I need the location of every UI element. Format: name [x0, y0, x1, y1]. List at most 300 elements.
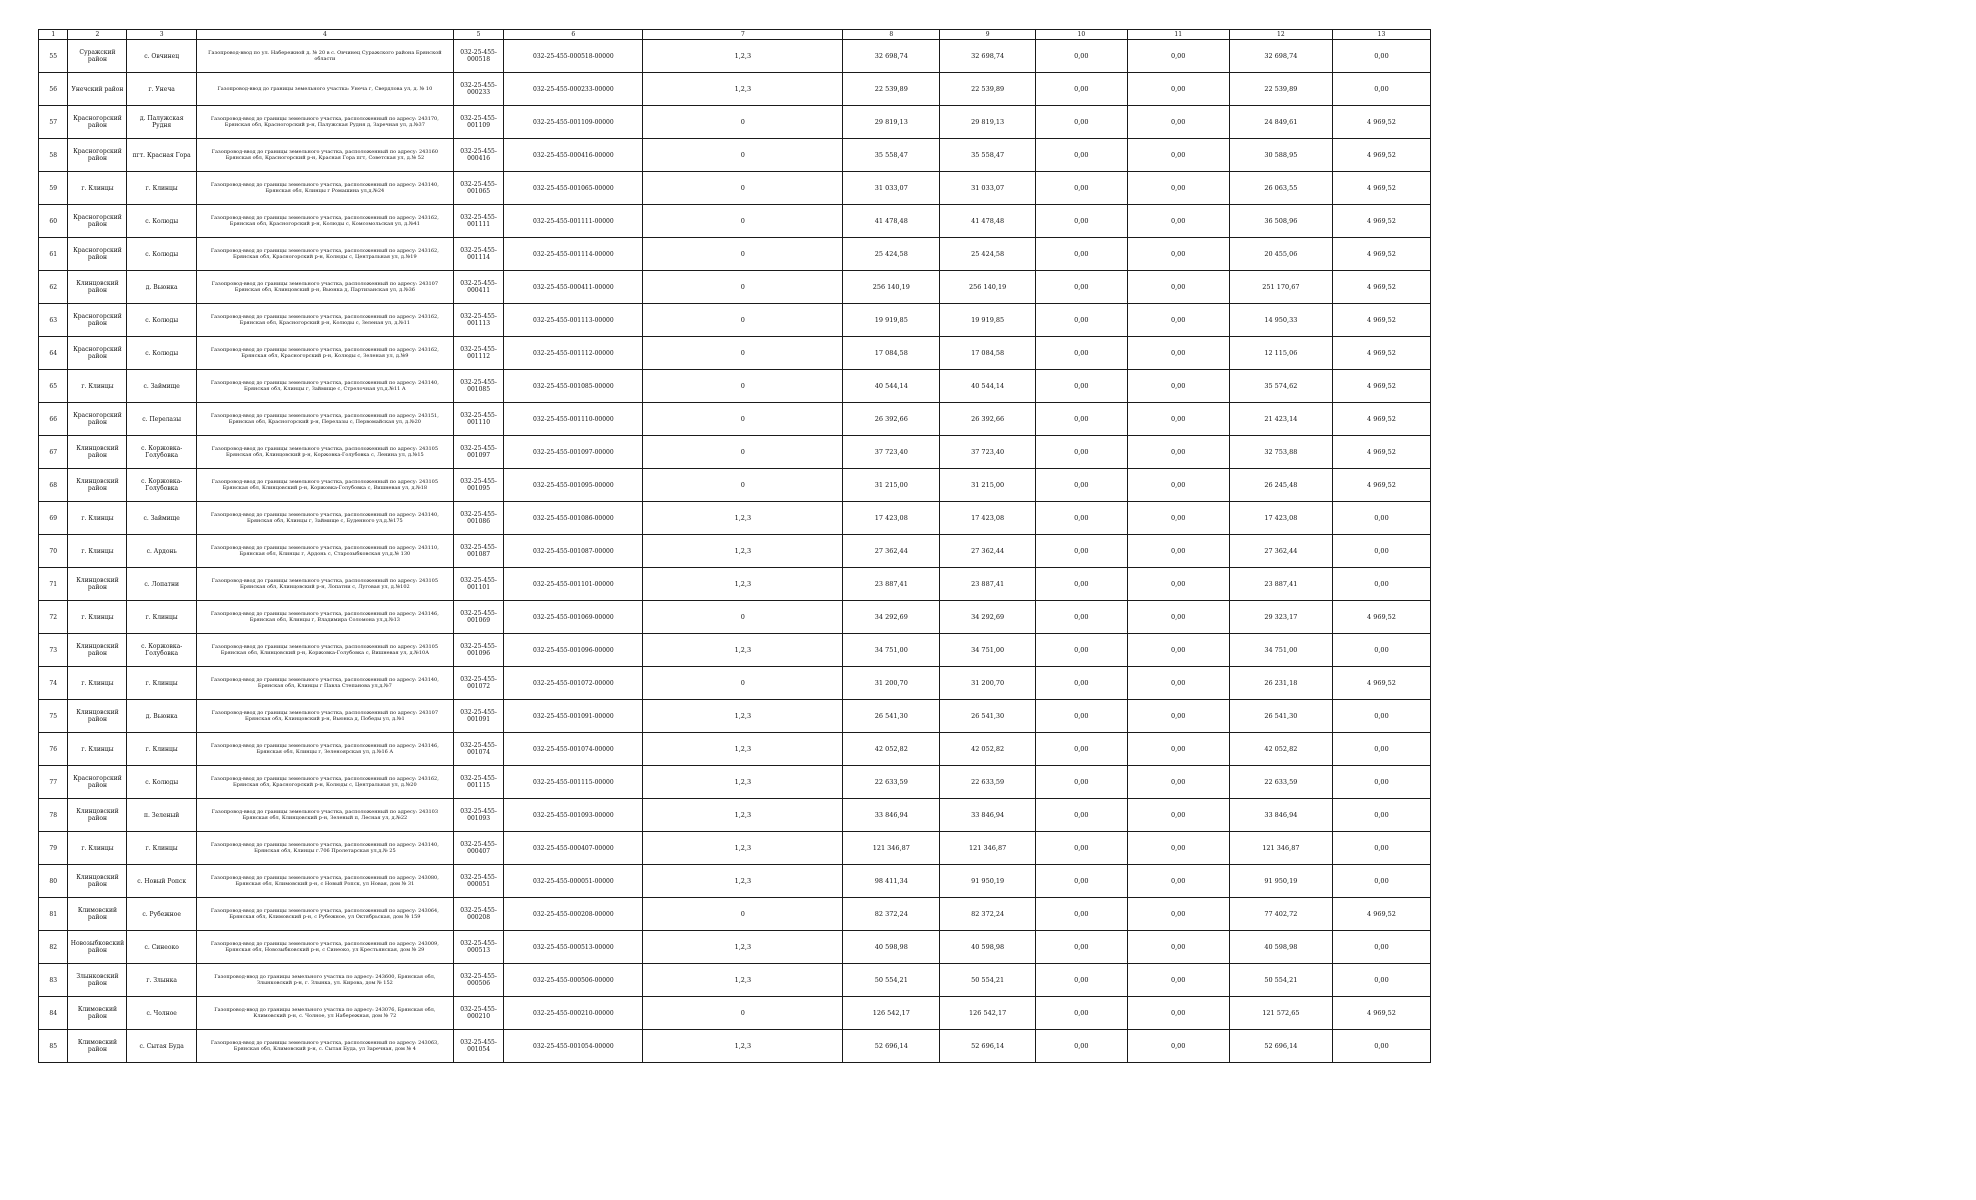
column-10-cell: 0,00 [1036, 106, 1128, 139]
inventory-number-cell: 032-25-455-000411-00000 [504, 271, 643, 304]
inventory-number-cell: 032-25-455-001085-00000 [504, 370, 643, 403]
column-13-cell: 4 969,52 [1332, 436, 1430, 469]
column-13-cell: 0,00 [1332, 832, 1430, 865]
column-11-cell: 0,00 [1127, 898, 1229, 931]
column-9-cell: 256 140,19 [940, 271, 1036, 304]
row-number: 71 [39, 568, 68, 601]
row-number: 72 [39, 601, 68, 634]
address-cell: Газопровод-ввод до границы земельного участка, расположенный по адресу: 243162, Брянская обл, Красногорский р-н, Колюды с, Комсомольская ул, д.№41 [196, 205, 453, 238]
inventory-number-cell: 032-25-455-001096-00000 [504, 634, 643, 667]
column-10-cell: 0,00 [1036, 535, 1128, 568]
column-10-cell: 0,00 [1036, 601, 1128, 634]
address-cell: Газопровод-ввод до границы земельного участка, расположенный по адресу: 243064, Брянская обл, Климовский р-н, с Рубежное, ул Октябрьская, дом № 159 [196, 898, 453, 931]
column-11-cell: 0,00 [1127, 700, 1229, 733]
column-header: 10 [1036, 30, 1128, 40]
column-12-cell: 20 455,06 [1229, 238, 1332, 271]
settlement-cell: д. Палужская Рудня [127, 106, 196, 139]
column-10-cell: 0,00 [1036, 964, 1128, 997]
column-header: 8 [843, 30, 940, 40]
column-12-cell: 22 633,59 [1229, 766, 1332, 799]
column-header: 11 [1127, 30, 1229, 40]
property-table [38, 29, 1431, 1063]
column-header: 13 [1332, 30, 1430, 40]
column-12-cell: 50 554,21 [1229, 964, 1332, 997]
address-cell: Газопровод-ввод до границы земельного участка, расположенный по адресу: 243105 Брянская обл, Клинцовский р-н, Коржовка-Голубовка с, Вишневая ул, д.№10А [196, 634, 453, 667]
row-number: 82 [39, 931, 68, 964]
cadastral-code-cell: 032-25-455-000208 [453, 898, 504, 931]
district-cell: г. Клинцы [68, 370, 127, 403]
column-10-cell: 0,00 [1036, 139, 1128, 172]
column-9-cell: 91 950,19 [940, 865, 1036, 898]
district-cell: Новозыбковский район [68, 931, 127, 964]
column-8-cell: 41 478,48 [843, 205, 940, 238]
column-11-cell: 0,00 [1127, 568, 1229, 601]
column-13-cell: 4 969,52 [1332, 997, 1430, 1030]
column-9-cell: 40 598,98 [940, 931, 1036, 964]
cadastral-code-cell: 032-25-455-001115 [453, 766, 504, 799]
column-13-cell: 4 969,52 [1332, 106, 1430, 139]
column-header: 7 [643, 30, 843, 40]
column-11-cell: 0,00 [1127, 964, 1229, 997]
column-13-cell: 0,00 [1332, 568, 1430, 601]
column-12-cell: 34 751,00 [1229, 634, 1332, 667]
inventory-number-cell: 032-25-455-001110-00000 [504, 403, 643, 436]
column-12-cell: 121 346,87 [1229, 832, 1332, 865]
column-7-cell: 0 [643, 172, 843, 205]
settlement-cell: д. Вьюнка [127, 271, 196, 304]
settlement-cell: г. Злынка [127, 964, 196, 997]
table-row [39, 634, 1431, 667]
table-row [39, 502, 1431, 535]
column-7-cell: 0 [643, 601, 843, 634]
column-10-cell: 0,00 [1036, 634, 1128, 667]
row-number: 70 [39, 535, 68, 568]
settlement-cell: пгт. Красная Гора [127, 139, 196, 172]
district-cell: Клинцовский район [68, 568, 127, 601]
settlement-cell: с. Лопатни [127, 568, 196, 601]
column-11-cell: 0,00 [1127, 865, 1229, 898]
document-table-container [38, 29, 1431, 1063]
column-8-cell: 31 215,00 [843, 469, 940, 502]
column-10-cell: 0,00 [1036, 1030, 1128, 1063]
settlement-cell: г. Клинцы [127, 601, 196, 634]
column-13-cell: 0,00 [1332, 40, 1430, 73]
address-cell: Газопровод-ввод до границы земельного участка, расположенный по адресу: 243160 Брянская обл, Красногорский р-н, Красная Гора пгт, Советская ул, д.№ 52 [196, 139, 453, 172]
table-row [39, 436, 1431, 469]
address-cell: Газопровод-ввод до границы земельного участка, расположенный по адресу: 243146, Брянская обл, Клинцы г, Владимира Соломона ул,д.№13 [196, 601, 453, 634]
column-8-cell: 98 411,34 [843, 865, 940, 898]
cadastral-code-cell: 032-25-455-001087 [453, 535, 504, 568]
table-row [39, 172, 1431, 205]
column-10-cell: 0,00 [1036, 40, 1128, 73]
settlement-cell: д. Вьюнка [127, 700, 196, 733]
settlement-cell: с. Овчинец [127, 40, 196, 73]
inventory-number-cell: 032-25-455-001114-00000 [504, 238, 643, 271]
table-row [39, 568, 1431, 601]
column-12-cell: 12 115,06 [1229, 337, 1332, 370]
inventory-number-cell: 032-25-455-001101-00000 [504, 568, 643, 601]
cadastral-code-cell: 032-25-455-000233 [453, 73, 504, 106]
column-8-cell: 40 598,98 [843, 931, 940, 964]
column-9-cell: 26 541,30 [940, 700, 1036, 733]
inventory-number-cell: 032-25-455-001115-00000 [504, 766, 643, 799]
column-9-cell: 82 372,24 [940, 898, 1036, 931]
column-12-cell: 21 423,14 [1229, 403, 1332, 436]
district-cell: г. Клинцы [68, 535, 127, 568]
address-cell: Газопровод-ввод до границы земельного участка, расположенный по адресу: 243105 Брянская обл, Клинцовский р-н, Коржовка-Голубовка с, Ленина ул, д.№15 [196, 436, 453, 469]
column-header: 9 [940, 30, 1036, 40]
column-12-cell: 26 231,18 [1229, 667, 1332, 700]
column-13-cell: 4 969,52 [1332, 139, 1430, 172]
inventory-number-cell: 032-25-455-001113-00000 [504, 304, 643, 337]
column-13-cell: 0,00 [1332, 799, 1430, 832]
address-cell: Газопровод-ввод до границы земельного участка, расположенный по адресу: 243105 Брянская обл, Клинцовский р-н, Лопатни с, Луговая ул, д.№102 [196, 568, 453, 601]
column-13-cell: 0,00 [1332, 931, 1430, 964]
address-cell: Газопровод-ввод по ул. Набережной д. № 20 в с. Овчинец Суражского района Брянской области [196, 40, 453, 73]
district-cell: Клинцовский район [68, 634, 127, 667]
inventory-number-cell: 032-25-455-001093-00000 [504, 799, 643, 832]
settlement-cell: г. Клинцы [127, 832, 196, 865]
row-number: 64 [39, 337, 68, 370]
column-8-cell: 121 346,87 [843, 832, 940, 865]
column-7-cell: 1,2,3 [643, 634, 843, 667]
column-10-cell: 0,00 [1036, 502, 1128, 535]
column-11-cell: 0,00 [1127, 733, 1229, 766]
column-12-cell: 24 849,61 [1229, 106, 1332, 139]
column-10-cell: 0,00 [1036, 238, 1128, 271]
table-row [39, 964, 1431, 997]
column-7-cell: 0 [643, 898, 843, 931]
column-9-cell: 26 392,66 [940, 403, 1036, 436]
district-cell: Климовский район [68, 997, 127, 1030]
column-10-cell: 0,00 [1036, 865, 1128, 898]
column-11-cell: 0,00 [1127, 601, 1229, 634]
row-number: 73 [39, 634, 68, 667]
row-number: 80 [39, 865, 68, 898]
row-number: 75 [39, 700, 68, 733]
table-row [39, 403, 1431, 436]
cadastral-code-cell: 032-25-455-000506 [453, 964, 504, 997]
address-cell: Газопровод-ввод до границы земельного участка, расположенный по адресу: 243162, Брянская обл, Красногорский р-н, Колюды с, Центральная ул, д.№20 [196, 766, 453, 799]
row-number: 77 [39, 766, 68, 799]
column-11-cell: 0,00 [1127, 172, 1229, 205]
column-11-cell: 0,00 [1127, 469, 1229, 502]
column-12-cell: 251 170,67 [1229, 271, 1332, 304]
column-9-cell: 29 819,13 [940, 106, 1036, 139]
cadastral-code-cell: 032-25-455-001065 [453, 172, 504, 205]
row-number: 81 [39, 898, 68, 931]
settlement-cell: с. Сытая Буда [127, 1030, 196, 1063]
column-header: 4 [196, 30, 453, 40]
inventory-number-cell: 032-25-455-000513-00000 [504, 931, 643, 964]
cadastral-code-cell: 032-25-455-001095 [453, 469, 504, 502]
column-12-cell: 26 541,30 [1229, 700, 1332, 733]
column-10-cell: 0,00 [1036, 667, 1128, 700]
table-row [39, 139, 1431, 172]
column-10-cell: 0,00 [1036, 271, 1128, 304]
table-row [39, 733, 1431, 766]
cadastral-code-cell: 032-25-455-000210 [453, 997, 504, 1030]
cadastral-code-cell: 032-25-455-001101 [453, 568, 504, 601]
column-11-cell: 0,00 [1127, 1030, 1229, 1063]
column-12-cell: 42 052,82 [1229, 733, 1332, 766]
column-7-cell: 0 [643, 436, 843, 469]
settlement-cell: с. Синеоко [127, 931, 196, 964]
row-number: 55 [39, 40, 68, 73]
district-cell: Клинцовский район [68, 271, 127, 304]
column-9-cell: 34 751,00 [940, 634, 1036, 667]
column-12-cell: 35 574,62 [1229, 370, 1332, 403]
inventory-number-cell: 032-25-455-000208-00000 [504, 898, 643, 931]
column-10-cell: 0,00 [1036, 568, 1128, 601]
district-cell: Красногорский район [68, 106, 127, 139]
column-number-row [39, 30, 1431, 40]
table-row [39, 931, 1431, 964]
column-11-cell: 0,00 [1127, 634, 1229, 667]
cadastral-code-cell: 032-25-455-001091 [453, 700, 504, 733]
column-8-cell: 35 558,47 [843, 139, 940, 172]
column-10-cell: 0,00 [1036, 403, 1128, 436]
table-row [39, 469, 1431, 502]
inventory-number-cell: 032-25-455-001074-00000 [504, 733, 643, 766]
inventory-number-cell: 032-25-455-001095-00000 [504, 469, 643, 502]
column-10-cell: 0,00 [1036, 898, 1128, 931]
address-cell: Газопровод-ввод до границы земельного участка, расположенный по адресу: 243140, Брянская обл, Клинцы г, Займище с, Стрелочная ул,д.№11 А [196, 370, 453, 403]
table-row [39, 106, 1431, 139]
row-number: 83 [39, 964, 68, 997]
settlement-cell: с. Коржовка-Голубовка [127, 634, 196, 667]
cadastral-code-cell: 032-25-455-001114 [453, 238, 504, 271]
column-7-cell: 0 [643, 139, 843, 172]
column-10-cell: 0,00 [1036, 799, 1128, 832]
settlement-cell: с. Колюды [127, 205, 196, 238]
row-number: 60 [39, 205, 68, 238]
row-number: 65 [39, 370, 68, 403]
column-8-cell: 126 542,17 [843, 997, 940, 1030]
column-header: 3 [127, 30, 196, 40]
column-11-cell: 0,00 [1127, 931, 1229, 964]
cadastral-code-cell: 032-25-455-001054 [453, 1030, 504, 1063]
inventory-number-cell: 032-25-455-000407-00000 [504, 832, 643, 865]
table-row [39, 799, 1431, 832]
column-8-cell: 25 424,58 [843, 238, 940, 271]
column-9-cell: 34 292,69 [940, 601, 1036, 634]
inventory-number-cell: 032-25-455-001091-00000 [504, 700, 643, 733]
table-row [39, 832, 1431, 865]
column-9-cell: 126 542,17 [940, 997, 1036, 1030]
inventory-number-cell: 032-25-455-001072-00000 [504, 667, 643, 700]
inventory-number-cell: 032-25-455-000051-00000 [504, 865, 643, 898]
settlement-cell: с. Ардонь [127, 535, 196, 568]
column-9-cell: 33 846,94 [940, 799, 1036, 832]
column-12-cell: 121 572,65 [1229, 997, 1332, 1030]
column-12-cell: 27 362,44 [1229, 535, 1332, 568]
column-10-cell: 0,00 [1036, 337, 1128, 370]
column-12-cell: 14 950,33 [1229, 304, 1332, 337]
column-11-cell: 0,00 [1127, 403, 1229, 436]
column-7-cell: 1,2,3 [643, 799, 843, 832]
district-cell: г. Клинцы [68, 832, 127, 865]
column-9-cell: 37 723,40 [940, 436, 1036, 469]
cadastral-code-cell: 032-25-455-000407 [453, 832, 504, 865]
row-number: 67 [39, 436, 68, 469]
column-8-cell: 256 140,19 [843, 271, 940, 304]
row-number: 76 [39, 733, 68, 766]
column-13-cell: 4 969,52 [1332, 667, 1430, 700]
row-number: 57 [39, 106, 68, 139]
column-12-cell: 17 423,08 [1229, 502, 1332, 535]
address-cell: Газопровод-ввод до границы земельного участка по адресу: 243600, Брянская обл, Злынковский р-н, г. Злынка, ул. Кирова, дом № 152 [196, 964, 453, 997]
column-7-cell: 1,2,3 [643, 40, 843, 73]
settlement-cell: г. Клинцы [127, 667, 196, 700]
column-7-cell: 0 [643, 238, 843, 271]
address-cell: Газопровод-ввод до границы земельного участка, расположенный по адресу: 243110, Брянская обл, Клинцы г, Ардонь с, Старозыбковская ул,д.№ 130 [196, 535, 453, 568]
column-13-cell: 4 969,52 [1332, 601, 1430, 634]
cadastral-code-cell: 032-25-455-001086 [453, 502, 504, 535]
column-13-cell: 4 969,52 [1332, 172, 1430, 205]
column-9-cell: 31 215,00 [940, 469, 1036, 502]
column-9-cell: 19 919,85 [940, 304, 1036, 337]
settlement-cell: с. Рубежное [127, 898, 196, 931]
column-7-cell: 0 [643, 337, 843, 370]
column-9-cell: 52 696,14 [940, 1030, 1036, 1063]
cadastral-code-cell: 032-25-455-001111 [453, 205, 504, 238]
column-9-cell: 31 033,07 [940, 172, 1036, 205]
table-row [39, 1030, 1431, 1063]
column-7-cell: 1,2,3 [643, 964, 843, 997]
row-number: 85 [39, 1030, 68, 1063]
address-cell: Газопровод-ввод до границы земельного участка: Унеча г, Свердлова ул, д. № 10 [196, 73, 453, 106]
column-11-cell: 0,00 [1127, 304, 1229, 337]
table-row [39, 898, 1431, 931]
column-9-cell: 17 084,58 [940, 337, 1036, 370]
column-11-cell: 0,00 [1127, 766, 1229, 799]
table-row [39, 304, 1431, 337]
district-cell: Красногорский район [68, 139, 127, 172]
inventory-number-cell: 032-25-455-001109-00000 [504, 106, 643, 139]
district-cell: Климовский район [68, 1030, 127, 1063]
settlement-cell: с. Займище [127, 370, 196, 403]
settlement-cell: с. Колюды [127, 766, 196, 799]
column-8-cell: 23 887,41 [843, 568, 940, 601]
address-cell: Газопровод-ввод до границы земельного участка, расположенный по адресу: 243162, Брянская обл, Красногорский р-н, Колюды с, Центральная ул, д.№19 [196, 238, 453, 271]
settlement-cell: г. Унеча [127, 73, 196, 106]
district-cell: Клинцовский район [68, 436, 127, 469]
table-row [39, 238, 1431, 271]
district-cell: Красногорский район [68, 337, 127, 370]
row-number: 66 [39, 403, 68, 436]
settlement-cell: г. Клинцы [127, 733, 196, 766]
column-8-cell: 19 919,85 [843, 304, 940, 337]
row-number: 68 [39, 469, 68, 502]
table-row [39, 370, 1431, 403]
table-body [39, 40, 1431, 1063]
district-cell: г. Клинцы [68, 667, 127, 700]
column-9-cell: 40 544,14 [940, 370, 1036, 403]
column-7-cell: 1,2,3 [643, 865, 843, 898]
address-cell: Газопровод-ввод до границы земельного участка, расположенный по адресу: 243063, Брянская обл, Климовский р-н, с. Сытая Буда, ул Заречная, дом № 4 [196, 1030, 453, 1063]
column-header: 5 [453, 30, 504, 40]
address-cell: Газопровод-ввод до границы земельного участка, расположенный по адресу: 243009, Брянская обл, Новозыбковский р-н, с Синеоко, ул Крестьянская, дом № 29 [196, 931, 453, 964]
cadastral-code-cell: 032-25-455-001112 [453, 337, 504, 370]
column-12-cell: 77 402,72 [1229, 898, 1332, 931]
row-number: 84 [39, 997, 68, 1030]
district-cell: Суражский район [68, 40, 127, 73]
address-cell: Газопровод-ввод до границы земельного участка, расположенный по адресу: 243140, Брянская обл, Клинцы г Павла Степанова ул,д.№7 [196, 667, 453, 700]
column-11-cell: 0,00 [1127, 73, 1229, 106]
row-number: 58 [39, 139, 68, 172]
cadastral-code-cell: 032-25-455-000416 [453, 139, 504, 172]
inventory-number-cell: 032-25-455-000416-00000 [504, 139, 643, 172]
column-10-cell: 0,00 [1036, 469, 1128, 502]
column-12-cell: 29 323,17 [1229, 601, 1332, 634]
settlement-cell: п. Зеленый [127, 799, 196, 832]
column-7-cell: 1,2,3 [643, 535, 843, 568]
cadastral-code-cell: 032-25-455-000513 [453, 931, 504, 964]
table-row [39, 667, 1431, 700]
column-8-cell: 29 819,13 [843, 106, 940, 139]
district-cell: Клинцовский район [68, 700, 127, 733]
column-10-cell: 0,00 [1036, 733, 1128, 766]
column-13-cell: 0,00 [1332, 733, 1430, 766]
column-8-cell: 22 633,59 [843, 766, 940, 799]
inventory-number-cell: 032-25-455-001086-00000 [504, 502, 643, 535]
column-10-cell: 0,00 [1036, 370, 1128, 403]
table-row [39, 73, 1431, 106]
column-7-cell: 0 [643, 403, 843, 436]
table-row [39, 700, 1431, 733]
column-9-cell: 22 633,59 [940, 766, 1036, 799]
column-11-cell: 0,00 [1127, 139, 1229, 172]
column-9-cell: 17 423,08 [940, 502, 1036, 535]
column-13-cell: 0,00 [1332, 502, 1430, 535]
cadastral-code-cell: 032-25-455-000411 [453, 271, 504, 304]
column-11-cell: 0,00 [1127, 997, 1229, 1030]
cadastral-code-cell: 032-25-455-001072 [453, 667, 504, 700]
column-7-cell: 0 [643, 304, 843, 337]
district-cell: г. Клинцы [68, 502, 127, 535]
column-11-cell: 0,00 [1127, 436, 1229, 469]
column-13-cell: 4 969,52 [1332, 898, 1430, 931]
settlement-cell: с. Колюды [127, 337, 196, 370]
column-12-cell: 33 846,94 [1229, 799, 1332, 832]
column-13-cell: 4 969,52 [1332, 271, 1430, 304]
column-7-cell: 1,2,3 [643, 832, 843, 865]
settlement-cell: с. Колюды [127, 304, 196, 337]
inventory-number-cell: 032-25-455-000210-00000 [504, 997, 643, 1030]
row-number: 79 [39, 832, 68, 865]
table-row [39, 601, 1431, 634]
settlement-cell: с. Перелазы [127, 403, 196, 436]
cadastral-code-cell: 032-25-455-001085 [453, 370, 504, 403]
address-cell: Газопровод-ввод до границы земельного участка, расположенный по адресу: 243170, Брянская обл, Красногорский р-н, Палужская Рудня д, Заречная ул, д.№37 [196, 106, 453, 139]
column-7-cell: 1,2,3 [643, 733, 843, 766]
column-7-cell: 0 [643, 997, 843, 1030]
column-11-cell: 0,00 [1127, 205, 1229, 238]
column-10-cell: 0,00 [1036, 997, 1128, 1030]
column-12-cell: 52 696,14 [1229, 1030, 1332, 1063]
address-cell: Газопровод-ввод до границы земельного участка, расположенный по адресу: 243105 Брянская обл, Клинцовский р-н, Коржовка-Голубовка с, Вишневая ул, д.№18 [196, 469, 453, 502]
column-11-cell: 0,00 [1127, 502, 1229, 535]
column-13-cell: 4 969,52 [1332, 403, 1430, 436]
district-cell: Красногорский район [68, 238, 127, 271]
column-8-cell: 31 200,70 [843, 667, 940, 700]
district-cell: Клинцовский район [68, 469, 127, 502]
cadastral-code-cell: 032-25-455-001096 [453, 634, 504, 667]
column-11-cell: 0,00 [1127, 337, 1229, 370]
column-8-cell: 82 372,24 [843, 898, 940, 931]
column-header: 2 [68, 30, 127, 40]
